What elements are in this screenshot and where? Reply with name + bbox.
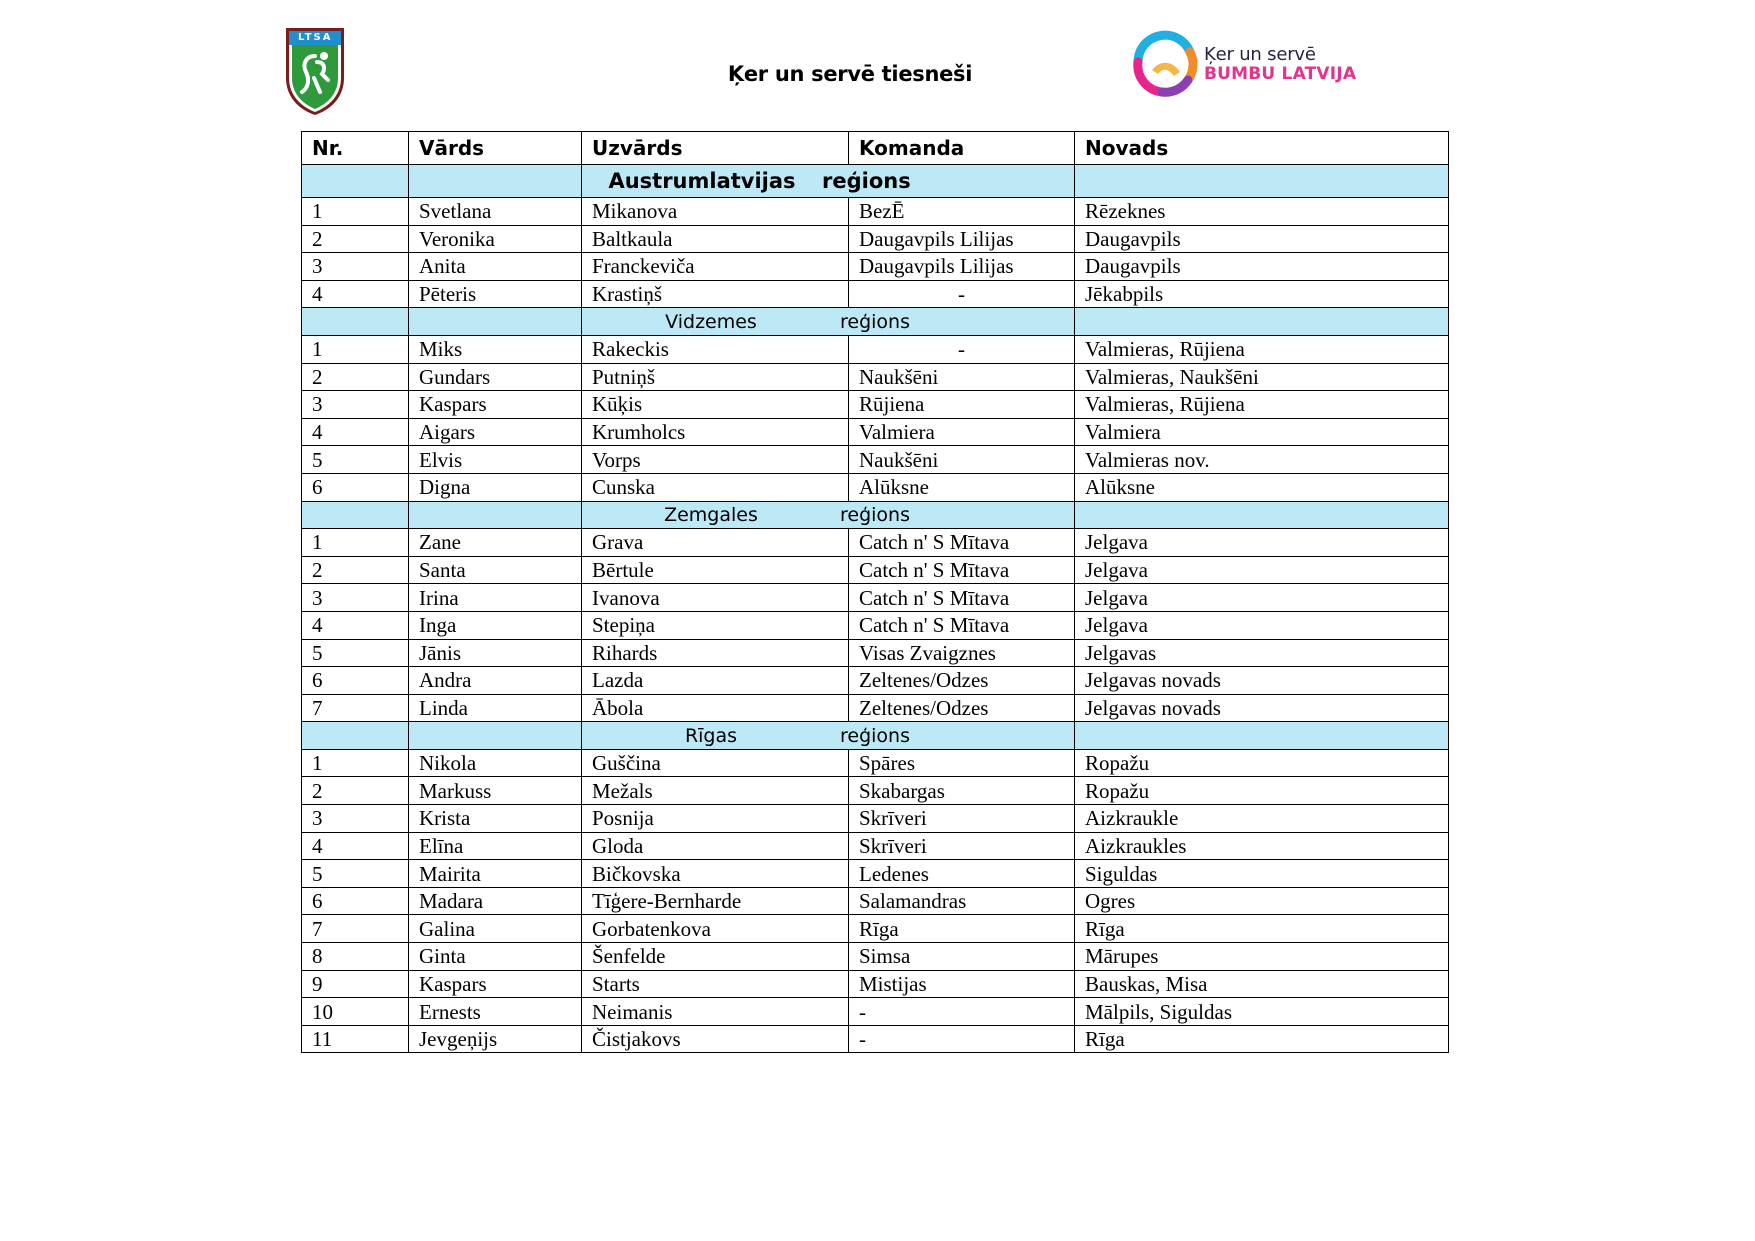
region-cell-empty — [302, 722, 409, 750]
cell-vards: Linda — [409, 694, 582, 722]
cell-novads: Jelgavas novads — [1075, 667, 1449, 695]
region-cell-empty — [302, 308, 409, 336]
cell-vards: Galina — [409, 915, 582, 943]
region-word: reģions — [822, 169, 911, 193]
region-label — [582, 308, 1075, 336]
region-cell-empty — [409, 308, 582, 336]
cell-vards: Pēteris — [409, 280, 582, 308]
cell-uzvards: Rihards — [582, 639, 849, 667]
cell-nr: 1 — [302, 529, 409, 557]
cell-nr: 8 — [302, 943, 409, 971]
cell-vards: Elīna — [409, 832, 582, 860]
table-row — [302, 253, 1449, 281]
cell-komanda: Ledenes — [849, 860, 1075, 888]
region-cell-empty — [409, 501, 582, 529]
column-header-komanda: Komanda — [849, 132, 1075, 165]
cell-nr: 3 — [302, 253, 409, 281]
cell-komanda: Alūksne — [849, 473, 1075, 501]
region-row — [302, 501, 1449, 529]
cell-novads: Jelgava — [1075, 584, 1449, 612]
region-name: Zemgales — [664, 503, 758, 526]
cell-uzvards: Cunska — [582, 473, 849, 501]
region-cell-empty — [1075, 165, 1449, 198]
cell-vards: Markuss — [409, 777, 582, 805]
ltsa-logo — [284, 26, 346, 116]
cell-uzvards: Krumholcs — [582, 418, 849, 446]
cell-uzvards: Čistjakovs — [582, 1025, 849, 1053]
cell-komanda: Catch n' S Mītava — [849, 611, 1075, 639]
table-header-row — [302, 132, 1449, 165]
table-row — [302, 832, 1449, 860]
cell-nr: 10 — [302, 998, 409, 1026]
cell-vards: Kaspars — [409, 391, 582, 419]
cell-komanda: Rūjiena — [849, 391, 1075, 419]
cell-nr: 4 — [302, 280, 409, 308]
region-cell-empty — [1075, 722, 1449, 750]
table-body — [302, 165, 1449, 1053]
table-row — [302, 777, 1449, 805]
cell-novads: Valmieras, Rūjiena — [1075, 391, 1449, 419]
cell-vards: Ginta — [409, 943, 582, 971]
cell-novads: Daugavpils — [1075, 225, 1449, 253]
cell-vards: Miks — [409, 335, 582, 363]
region-cell-empty — [409, 165, 582, 198]
bumbu-latvija-logo — [1132, 30, 1364, 102]
cell-nr: 4 — [302, 611, 409, 639]
cell-novads: Daugavpils — [1075, 253, 1449, 281]
cell-komanda: BezĒ — [849, 198, 1075, 226]
cell-nr: 2 — [302, 225, 409, 253]
cell-komanda: Salamandras — [849, 887, 1075, 915]
region-label — [582, 722, 1075, 750]
cell-novads: Alūksne — [1075, 473, 1449, 501]
column-header-vards: Vārds — [409, 132, 582, 165]
cell-uzvards: Ivanova — [582, 584, 849, 612]
cell-novads: Aizkraukles — [1075, 832, 1449, 860]
cell-nr: 7 — [302, 694, 409, 722]
cell-vards: Elvis — [409, 446, 582, 474]
table-row — [302, 860, 1449, 888]
table-row — [302, 1025, 1449, 1053]
region-cell-empty — [302, 501, 409, 529]
cell-komanda: Skrīveri — [849, 832, 1075, 860]
cell-komanda: Skabargas — [849, 777, 1075, 805]
cell-uzvards: Franckeviča — [582, 253, 849, 281]
cell-vards: Andra — [409, 667, 582, 695]
cell-novads: Rīga — [1075, 915, 1449, 943]
cell-vards: Gundars — [409, 363, 582, 391]
column-header-nr: Nr. — [302, 132, 409, 165]
brand-line-1: Ķer un servē — [1204, 44, 1316, 65]
cell-uzvards: Grava — [582, 529, 849, 557]
cell-nr: 6 — [302, 667, 409, 695]
cell-uzvards: Starts — [582, 970, 849, 998]
table-row — [302, 667, 1449, 695]
cell-komanda: Mistijas — [849, 970, 1075, 998]
table-row — [302, 198, 1449, 226]
cell-nr: 5 — [302, 446, 409, 474]
cell-uzvards: Vorps — [582, 446, 849, 474]
cell-nr: 4 — [302, 832, 409, 860]
cell-uzvards: Posnija — [582, 805, 849, 833]
table-row — [302, 915, 1449, 943]
cell-komanda: - — [849, 998, 1075, 1026]
cell-uzvards: Šenfelde — [582, 943, 849, 971]
cell-uzvards: Bērtule — [582, 556, 849, 584]
cell-vards: Veronika — [409, 225, 582, 253]
table-row — [302, 887, 1449, 915]
cell-uzvards: Mežals — [582, 777, 849, 805]
page-title: Ķer un servē tiesneši — [727, 62, 973, 86]
table-row — [302, 749, 1449, 777]
cell-novads: Jēkabpils — [1075, 280, 1449, 308]
cell-uzvards: Gloda — [582, 832, 849, 860]
cell-nr: 3 — [302, 391, 409, 419]
cell-nr: 6 — [302, 887, 409, 915]
table-row — [302, 639, 1449, 667]
cell-vards: Digna — [409, 473, 582, 501]
brand-line-2: BUMBU LATVIJA — [1204, 64, 1357, 84]
cell-novads: Ogres — [1075, 887, 1449, 915]
cell-komanda: Daugavpils Lilijas — [849, 253, 1075, 281]
region-row — [302, 165, 1449, 198]
cell-novads: Ropažu — [1075, 777, 1449, 805]
cell-nr: 7 — [302, 915, 409, 943]
region-cell-empty — [409, 722, 582, 750]
table-row — [302, 556, 1449, 584]
cell-vards: Jevgeņijs — [409, 1025, 582, 1053]
cell-vards: Anita — [409, 253, 582, 281]
cell-novads: Valmieras, Naukšēni — [1075, 363, 1449, 391]
region-name: Rīgas — [684, 724, 738, 747]
cell-komanda: Catch n' S Mītava — [849, 529, 1075, 557]
cell-uzvards: Stepiņa — [582, 611, 849, 639]
cell-komanda: Valmiera — [849, 418, 1075, 446]
cell-uzvards: Ābola — [582, 694, 849, 722]
region-word: reģions — [840, 310, 910, 333]
region-cell-empty — [1075, 501, 1449, 529]
cell-komanda: Visas Zvaigznes — [849, 639, 1075, 667]
cell-vards: Irina — [409, 584, 582, 612]
region-row — [302, 308, 1449, 336]
cell-novads: Jelgava — [1075, 556, 1449, 584]
cell-uzvards: Bičkovska — [582, 860, 849, 888]
cell-uzvards: Krastiņš — [582, 280, 849, 308]
cell-novads: Siguldas — [1075, 860, 1449, 888]
cell-nr: 1 — [302, 749, 409, 777]
region-label — [582, 501, 1075, 529]
table-row — [302, 529, 1449, 557]
cell-novads: Jelgavas novads — [1075, 694, 1449, 722]
cell-vards: Kaspars — [409, 970, 582, 998]
cell-nr: 5 — [302, 860, 409, 888]
column-header-uzvards: Uzvārds — [582, 132, 849, 165]
cell-komanda: Skrīveri — [849, 805, 1075, 833]
table-row — [302, 225, 1449, 253]
cell-novads: Valmiera — [1075, 418, 1449, 446]
cell-komanda: Spāres — [849, 749, 1075, 777]
region-label — [582, 165, 1075, 198]
cell-komanda: - — [849, 1025, 1075, 1053]
cell-komanda: Rīga — [849, 915, 1075, 943]
table-row — [302, 970, 1449, 998]
cell-nr: 2 — [302, 363, 409, 391]
cell-novads: Mālpils, Siguldas — [1075, 998, 1449, 1026]
cell-uzvards: Mikanova — [582, 198, 849, 226]
cell-nr: 6 — [302, 473, 409, 501]
table-row — [302, 998, 1449, 1026]
cell-vards: Svetlana — [409, 198, 582, 226]
cell-nr: 2 — [302, 777, 409, 805]
cell-nr: 4 — [302, 418, 409, 446]
cell-vards: Zane — [409, 529, 582, 557]
cell-vards: Mairita — [409, 860, 582, 888]
cell-vards: Madara — [409, 887, 582, 915]
referees-table — [301, 131, 1449, 1053]
cell-novads: Rēzeknes — [1075, 198, 1449, 226]
region-row — [302, 722, 1449, 750]
region-word: reģions — [840, 724, 910, 747]
cell-uzvards: Putniņš — [582, 363, 849, 391]
region-word: reģions — [840, 503, 910, 526]
ltsa-logo-text: LTSA — [298, 32, 333, 43]
cell-komanda: Zeltenes/Odzes — [849, 667, 1075, 695]
cell-nr: 11 — [302, 1025, 409, 1053]
table-row — [302, 418, 1449, 446]
cell-komanda: Daugavpils Lilijas — [849, 225, 1075, 253]
cell-novads: Ropažu — [1075, 749, 1449, 777]
cell-novads: Valmieras, Rūjiena — [1075, 335, 1449, 363]
cell-vards: Krista — [409, 805, 582, 833]
cell-novads: Jelgava — [1075, 529, 1449, 557]
cell-novads: Mārupes — [1075, 943, 1449, 971]
cell-nr: 3 — [302, 805, 409, 833]
table-row — [302, 335, 1449, 363]
region-name: Austrumlatvijas — [608, 169, 796, 193]
cell-komanda: - — [849, 335, 1075, 363]
cell-novads: Jelgava — [1075, 611, 1449, 639]
cell-novads: Bauskas, Misa — [1075, 970, 1449, 998]
cell-nr: 2 — [302, 556, 409, 584]
cell-nr: 1 — [302, 335, 409, 363]
table-row — [302, 584, 1449, 612]
cell-novads: Aizkraukle — [1075, 805, 1449, 833]
cell-komanda: Zeltenes/Odzes — [849, 694, 1075, 722]
cell-vards: Santa — [409, 556, 582, 584]
cell-komanda: Naukšēni — [849, 363, 1075, 391]
region-cell-empty — [1075, 308, 1449, 336]
cell-nr: 9 — [302, 970, 409, 998]
table-row — [302, 280, 1449, 308]
cell-uzvards: Rakeckis — [582, 335, 849, 363]
cell-nr: 3 — [302, 584, 409, 612]
cell-vards: Inga — [409, 611, 582, 639]
cell-uzvards: Baltkaula — [582, 225, 849, 253]
table-row — [302, 391, 1449, 419]
table-row — [302, 805, 1449, 833]
cell-vards: Aigars — [409, 418, 582, 446]
table-row — [302, 446, 1449, 474]
cell-komanda: Simsa — [849, 943, 1075, 971]
table-row — [302, 943, 1449, 971]
column-header-novads: Novads — [1075, 132, 1449, 165]
cell-komanda: Catch n' S Mītava — [849, 556, 1075, 584]
cell-uzvards: Lazda — [582, 667, 849, 695]
cell-komanda: Catch n' S Mītava — [849, 584, 1075, 612]
cell-uzvards: Gorbatenkova — [582, 915, 849, 943]
table-row — [302, 363, 1449, 391]
cell-vards: Nikola — [409, 749, 582, 777]
cell-nr: 1 — [302, 198, 409, 226]
region-cell-empty — [302, 165, 409, 198]
cell-uzvards: Tīģere-Bernharde — [582, 887, 849, 915]
table-row — [302, 473, 1449, 501]
cell-uzvards: Kūķis — [582, 391, 849, 419]
cell-komanda: Naukšēni — [849, 446, 1075, 474]
cell-komanda: - — [849, 280, 1075, 308]
cell-uzvards: Guščina — [582, 749, 849, 777]
region-name: Vidzemes — [665, 310, 757, 333]
cell-vards: Jānis — [409, 639, 582, 667]
ball-hands-icon — [1132, 30, 1198, 100]
cell-vards: Ernests — [409, 998, 582, 1026]
table-row — [302, 611, 1449, 639]
table-row — [302, 694, 1449, 722]
cell-nr: 5 — [302, 639, 409, 667]
cell-novads: Jelgavas — [1075, 639, 1449, 667]
cell-novads: Valmieras nov. — [1075, 446, 1449, 474]
cell-novads: Rīga — [1075, 1025, 1449, 1053]
cell-uzvards: Neimanis — [582, 998, 849, 1026]
